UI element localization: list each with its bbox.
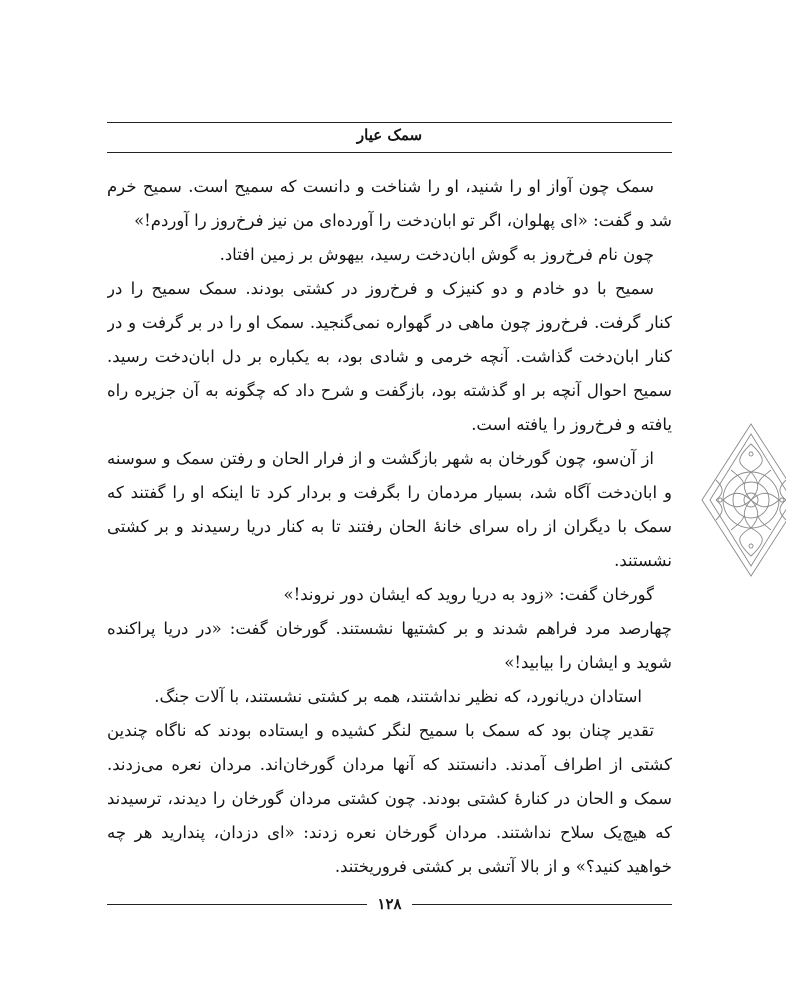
text-line: چهارصد مرد فراهم شدند و بر کشتیها نشستند. گورخان گفت: «در دریا پراکنده [107,619,672,638]
text-line: تقدیر چنان بود که سمک با سمیح لنگر کشیده و ایستاده بودند که ناگاه چندین [107,721,654,740]
text-line: خواهید کنید؟» و از بالا آتشی بر کشتی فروریختند. [334,857,672,876]
header-rule-top [107,122,672,123]
text-line: گورخان گفت: «زود به دریا روید که ایشان دور نروند!» [283,585,654,604]
header-rule-bottom [107,152,672,153]
text-line: سمک با دیگران از راه سرای خانهٔ الحان رفتند تا به کنار دریا رسیدند و بر کشتی [107,517,672,536]
text-line: کنار گرفت. فرخ‌روز چون ماهی در گهواره نمی‌گنجید. سمک او را در بر گرفت و در [107,313,672,332]
footer-rule-left [107,904,367,905]
text-line: یافته و فرخ‌روز را یافته است. [471,415,672,434]
body-text [107,170,672,884]
text-line: شوید و ایشان را بیابید!» [504,653,672,672]
text-line: که هیچ‌یک سلاح نداشتند. مردان گورخان نعره زدند: «ای دزدان، پندارید هر چه [107,823,672,842]
text-line: سمیح احوال آنچه بر او گذشته بود، بازگفت و شرح داد که چگونه به آن جزیره راه [107,381,672,400]
text-line: کشتی از اطراف آمدند. دانستند که آنها مردان گورخان‌اند. مردان نعره می‌زدند. [107,755,672,774]
text-line: نشستند. [614,551,672,570]
text-line: از آن‌سو، چون گورخان به شهر بازگشت و از فرار الحان و رفتن سمک و سوسنه [107,449,654,468]
floral-medallion-icon [696,420,786,580]
text-line: سمیح با دو خادم و دو کنیزک و فرخ‌روز در کشتی بودند. سمک سمیح را در [107,279,654,298]
page-footer [107,893,672,915]
running-title: سمک عیار [356,126,423,144]
footer-rule-right [412,904,672,905]
text-line: کنار ابان‌دخت گذاشت. آنچه خرمی و شادی بود، به یکباره بر دل ابان‌دخت رسید. [107,347,672,366]
text-line: شد و گفت: «ای پهلوان، اگر تو ابان‌دخت را آورده‌ای من نیز فرخ‌روز را آوردم!» [134,211,672,230]
page-number: ۱۲۸ [377,895,402,913]
text-line: استادان دریانورد، که نظیر نداشتند، همه بر کشتی نشستند، با آلات جنگ. [154,687,642,706]
text-line: سمک چون آواز او را شنید، او را شناخت و دانست که سمیح است. سمیح خرم [107,177,654,196]
text-line: چون نام فرخ‌روز به گوش ابان‌دخت رسید، بیهوش بر زمین افتاد. [219,245,654,264]
text-line: و ابان‌دخت آگاه شد، بسیار مردمان را بگرفت و بردار کرد تا اینکه او را گفتند که [107,483,672,502]
text-line: سمک و الحان در کنارهٔ کشتی بودند. چون کشتی مردان گورخان را دیدند، ترسیدند [107,789,672,808]
